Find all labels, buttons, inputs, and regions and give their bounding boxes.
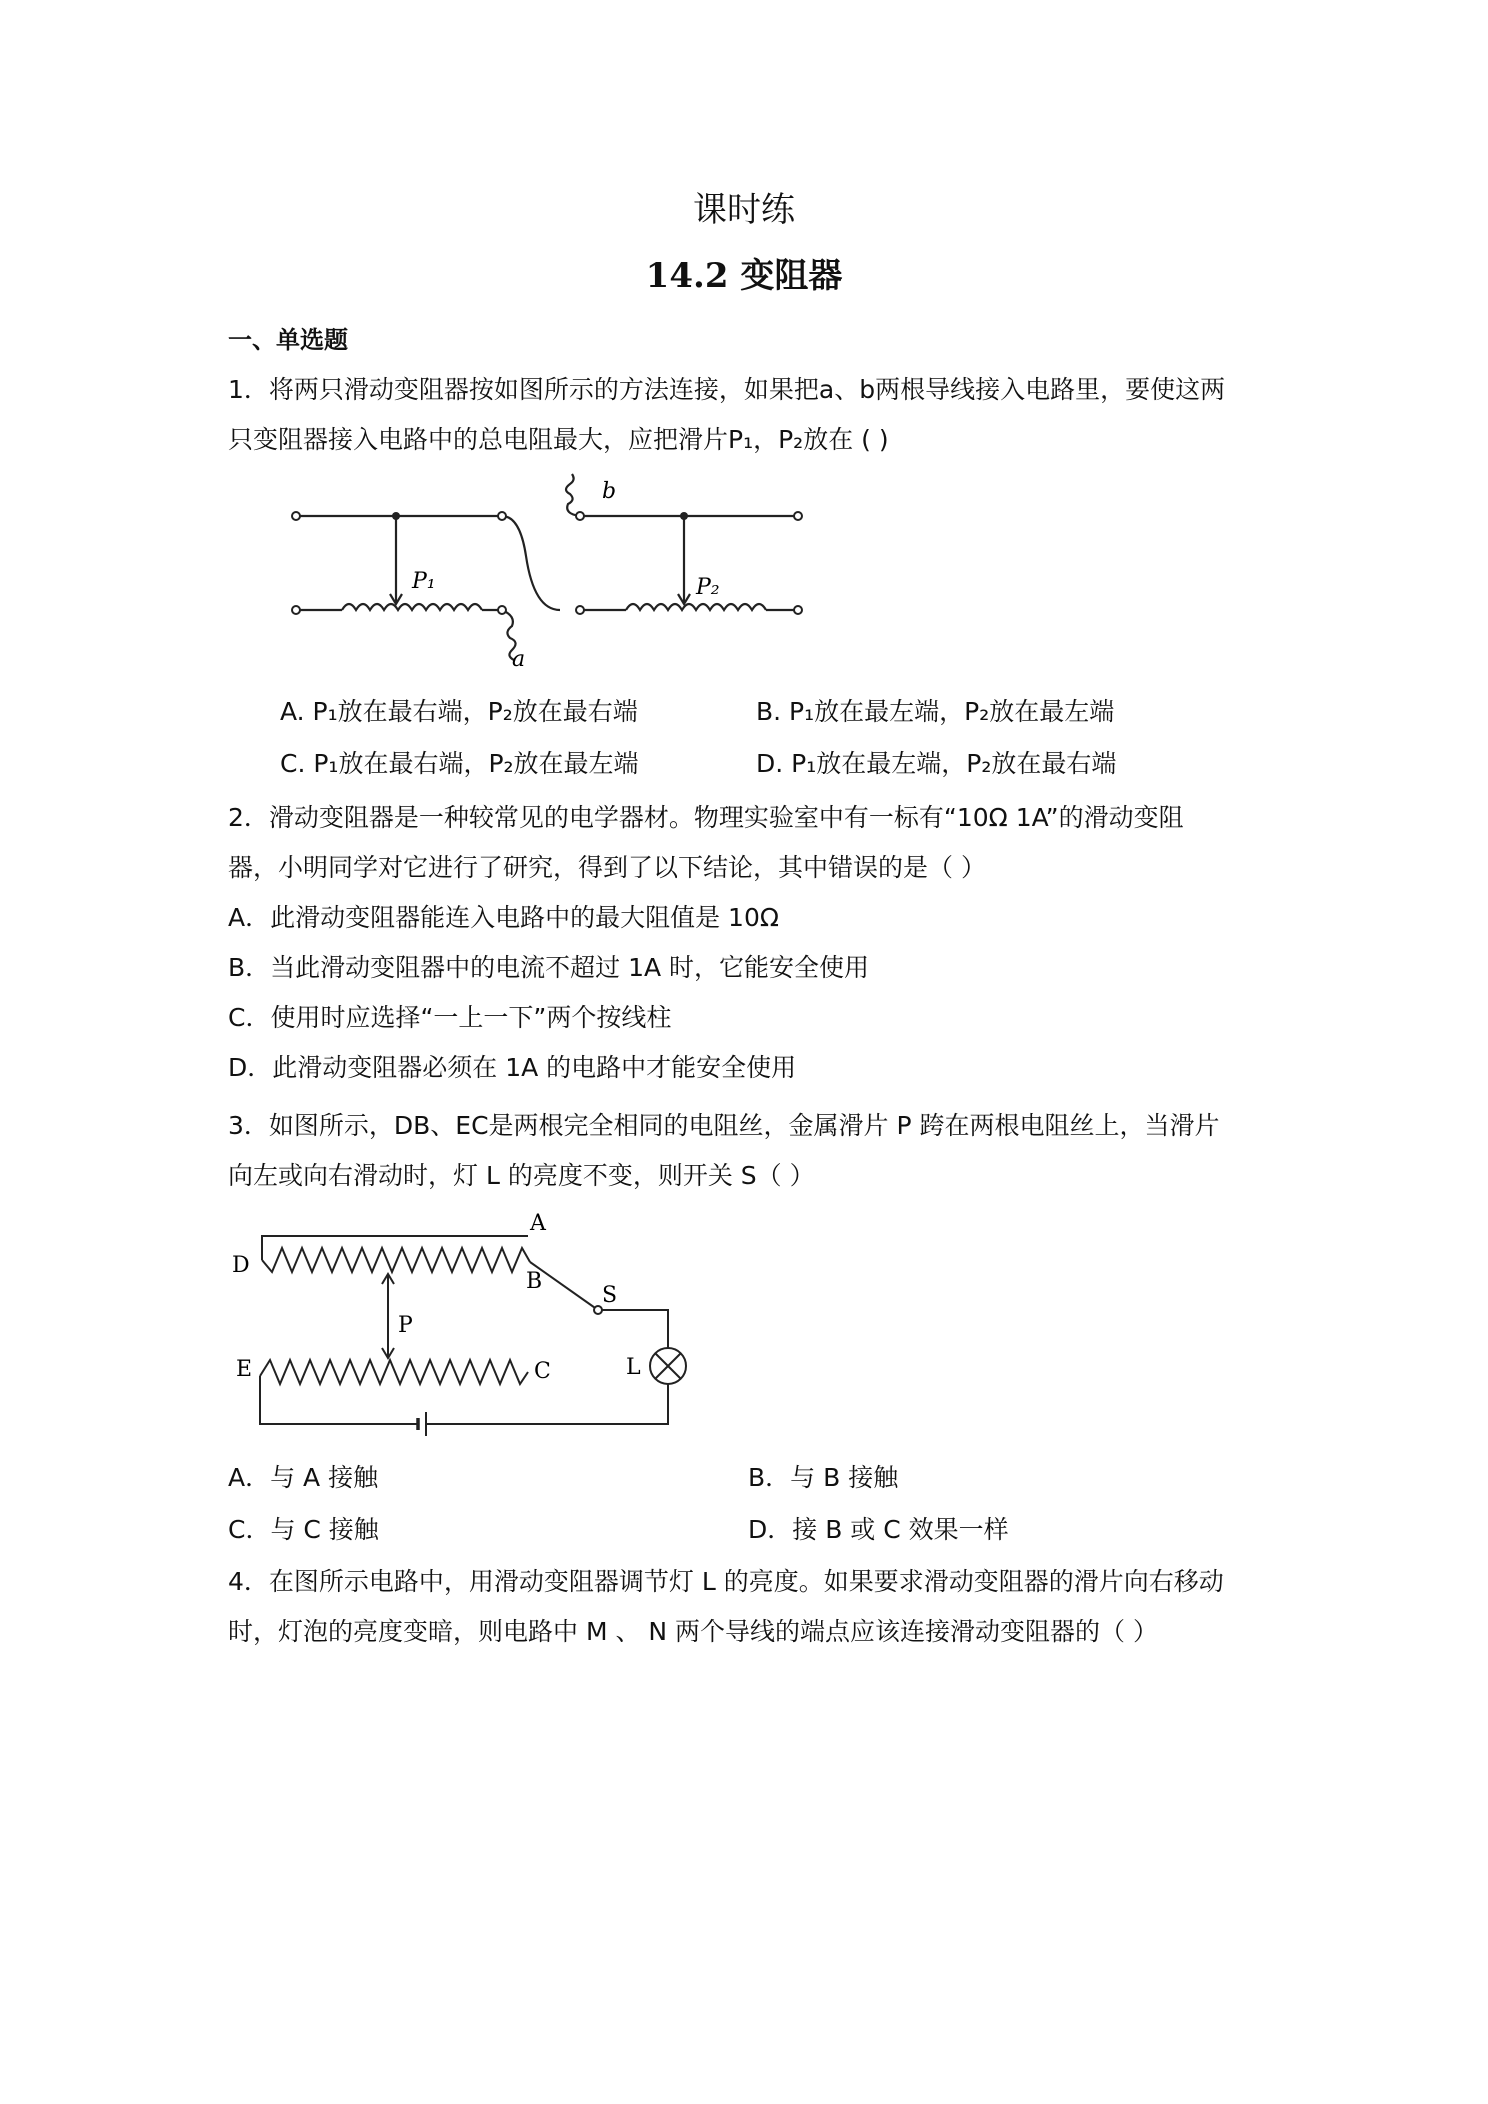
q2-option-a[interactable]: A．此滑动变阻器能连入电路中的最大阻值是 10Ω xyxy=(228,903,779,932)
label-S: S xyxy=(602,1283,618,1308)
q3-option-b[interactable]: B．与 B 接触 xyxy=(748,1463,899,1492)
q2-line1: 2．滑动变阻器是一种较常见的电学器材。物理实验室中有一标有“10Ω 1A”的滑动变阻 xyxy=(228,803,1184,832)
q3-circuit-diagram xyxy=(228,1200,708,1440)
page-title: 课时练 xyxy=(693,190,795,230)
label-C: C xyxy=(534,1359,551,1384)
q3-option-d[interactable]: D．接 B 或 C 效果一样 xyxy=(748,1515,1009,1544)
q3-option-a[interactable]: A．与 A 接触 xyxy=(228,1463,379,1492)
q2-option-c[interactable]: C．使用时应选择“一上一下”两个按线柱 xyxy=(228,1003,672,1032)
q1-option-d[interactable]: D. P₁放在最左端，P₂放在最右端 xyxy=(756,749,1117,778)
q3-option-c[interactable]: C．与 C 接触 xyxy=(228,1515,379,1544)
label-p2: P₂ xyxy=(696,575,720,600)
q2-option-d[interactable]: D．此滑动变阻器必须在 1A 的电路中才能安全使用 xyxy=(228,1053,797,1082)
q1-option-a[interactable]: A. P₁放在最右端，P₂放在最右端 xyxy=(280,697,638,726)
q2-line2: 器，小明同学对它进行了研究，得到了以下结论，其中错误的是（ ） xyxy=(228,853,986,882)
q3-line2: 向左或向右滑动时，灯 L 的亮度不变，则开关 S（ ） xyxy=(228,1161,815,1190)
q1-line2: 只变阻器接入电路中的总电阻最大，应把滑片P₁，P₂放在 ( ) xyxy=(228,425,889,454)
label-E: E xyxy=(236,1357,253,1382)
q4-line2: 时，灯泡的亮度变暗，则电路中 M 、 N 两个导线的端点应该连接滑动变阻器的（ ） xyxy=(228,1617,1159,1646)
q3-line1: 3．如图所示，DB、EC是两根完全相同的电阻丝，金属滑片 P 跨在两根电阻丝上，当滑片 xyxy=(228,1111,1220,1140)
label-L: L xyxy=(626,1355,641,1380)
label-a: a xyxy=(512,647,526,672)
label-A: A xyxy=(530,1211,546,1236)
lesson-title: 14.2 变阻器 xyxy=(645,256,843,296)
q1-option-c[interactable]: C. P₁放在最右端，P₂放在最左端 xyxy=(280,749,639,778)
q1-option-b[interactable]: B. P₁放在最左端，P₂放在最左端 xyxy=(756,697,1115,726)
label-B: B xyxy=(526,1269,543,1294)
q2-option-b[interactable]: B．当此滑动变阻器中的电流不超过 1A 时，它能安全使用 xyxy=(228,953,870,982)
q1-line1: 1．将两只滑动变阻器按如图所示的方法连接，如果把a、b两根导线接入电路里，要使这两 xyxy=(228,375,1226,404)
label-b: b xyxy=(602,479,617,504)
q1-circuit-diagram xyxy=(280,470,820,680)
label-D: D xyxy=(232,1253,250,1278)
label-P: P xyxy=(398,1313,413,1338)
label-p1: P₁ xyxy=(412,569,436,594)
q4-line1: 4．在图所示电路中，用滑动变阻器调节灯 L 的亮度。如果要求滑动变阻器的滑片向右移动 xyxy=(228,1567,1224,1596)
section-heading: 一、单选题 xyxy=(228,326,348,354)
